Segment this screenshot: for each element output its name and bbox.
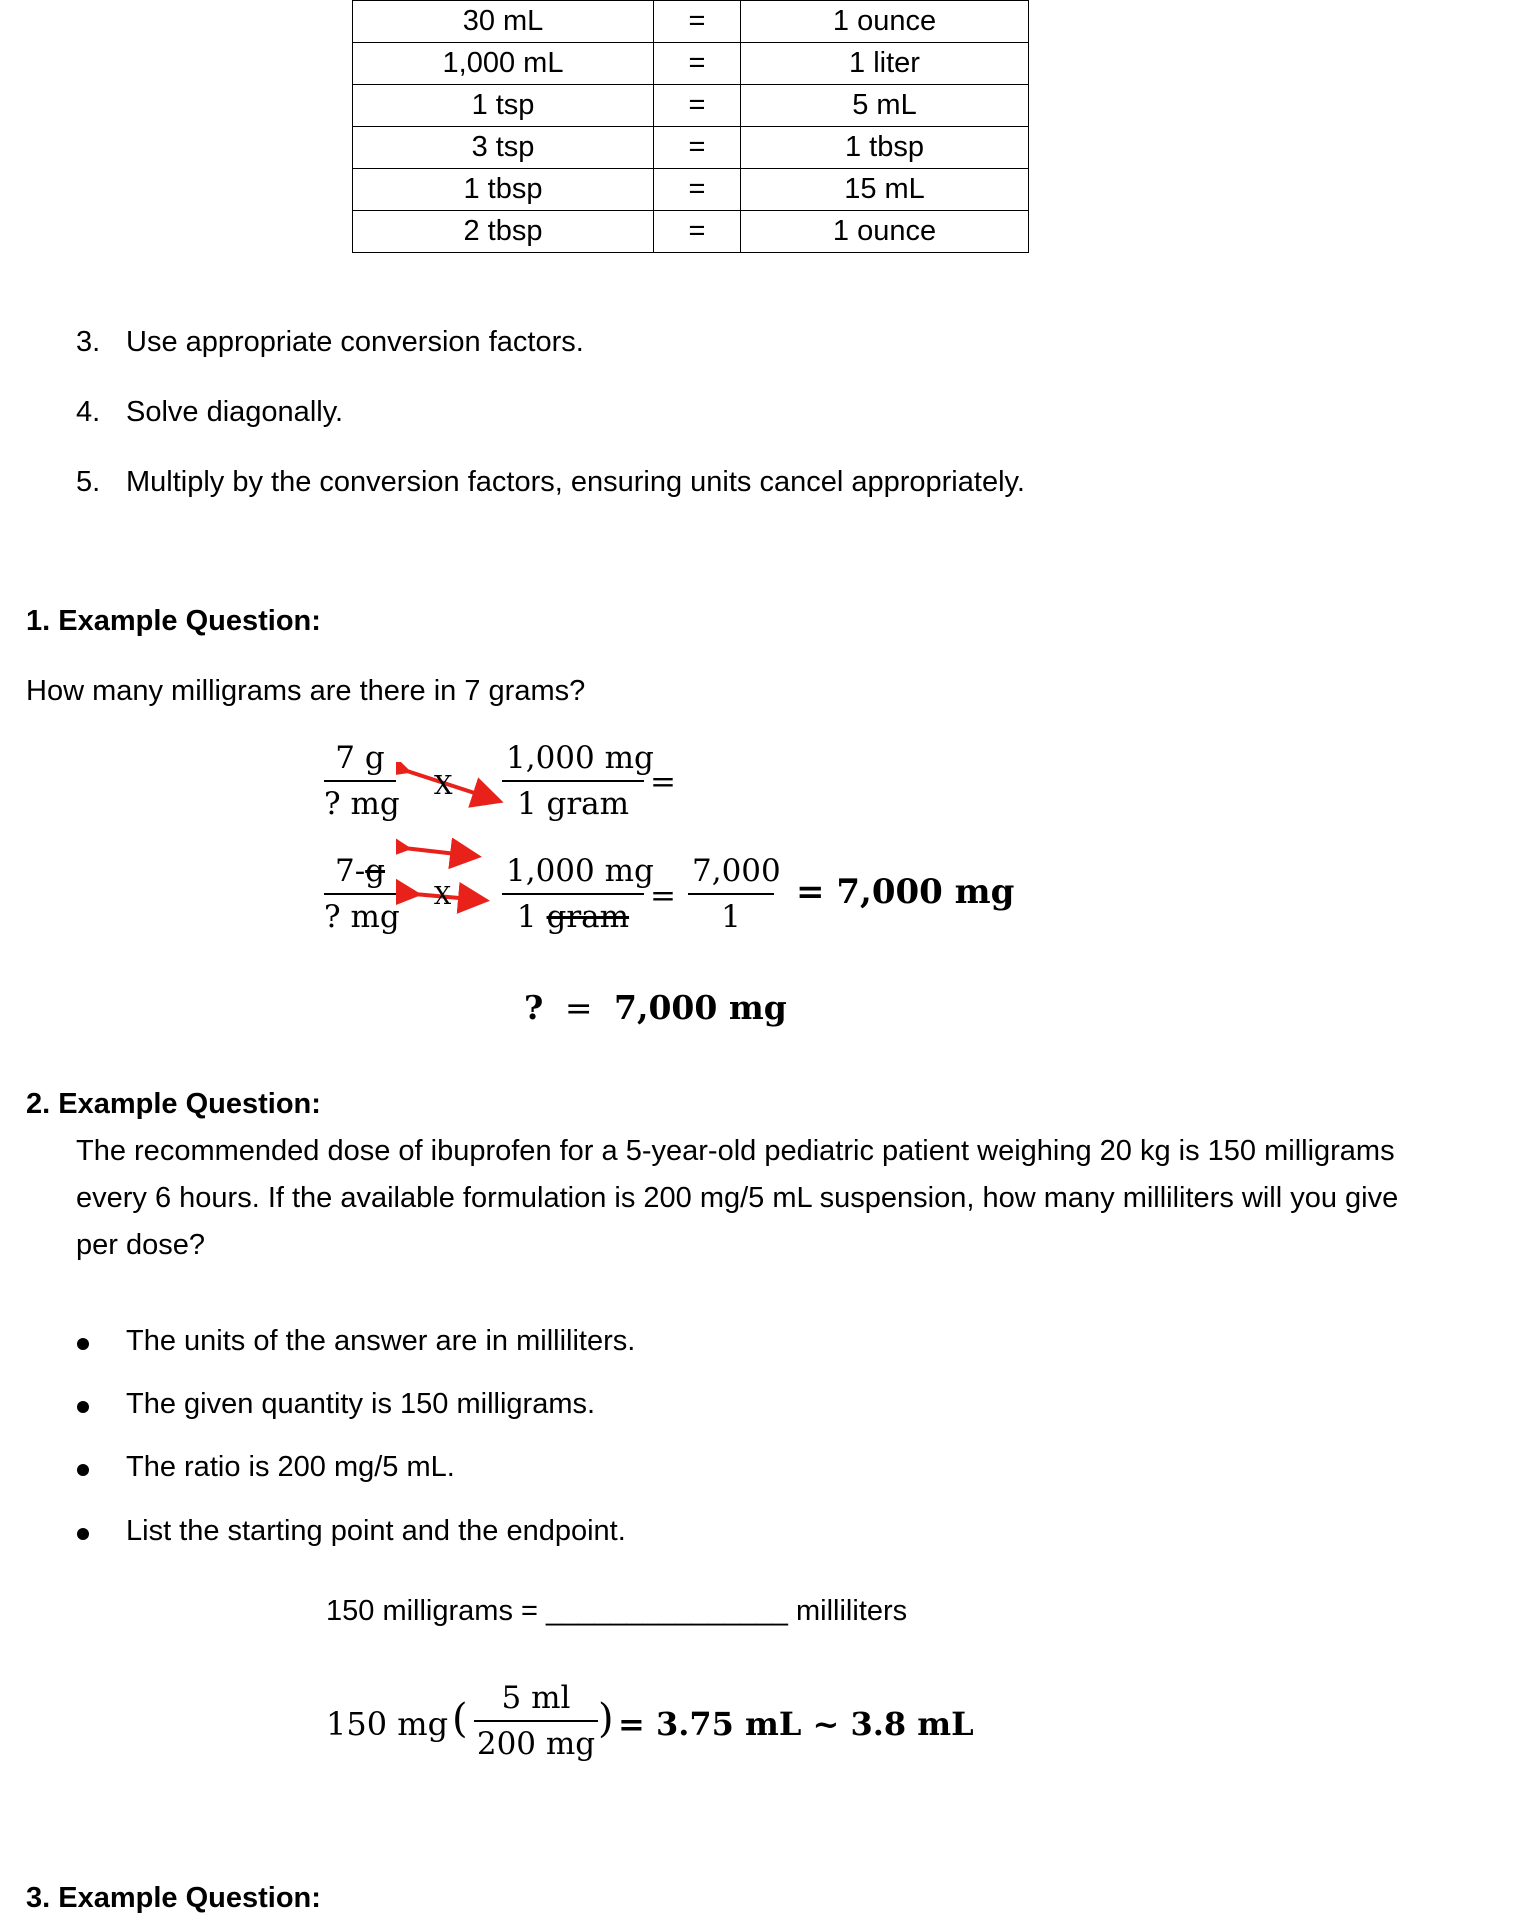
- fraction-given: $\frac{7 g}{? mg}$: [324, 740, 400, 822]
- example-3-heading: 3. Example Question:: [26, 1882, 321, 1914]
- red-arrow: [404, 848, 474, 856]
- bullet-icon: [77, 1464, 89, 1476]
- conversion-row: [353, 43, 1029, 85]
- bullet-text: The ratio is 200 mg/5 mL.: [126, 1451, 455, 1483]
- calc-result: = 3.75 mL ~ 3.8 mL: [618, 1705, 974, 1743]
- step-text: Solve diagonally.: [126, 396, 344, 428]
- to-unit-cell: 5 mL: [741, 85, 1029, 127]
- bullet-text: The given quantity is 150 milligrams.: [126, 1388, 596, 1420]
- step-number: 5.: [76, 466, 101, 498]
- example-2-paragraph-line: per dose?: [76, 1229, 205, 1261]
- calc-given: 150 mg: [326, 1705, 449, 1743]
- step-text: Use appropriate conversion factors.: [126, 326, 584, 358]
- from-unit-cell: 1 tsp: [353, 85, 654, 127]
- from-unit-cell: 1 tbsp: [353, 169, 654, 211]
- cross-mark: X: [434, 882, 452, 910]
- bullet-icon: [77, 1528, 89, 1540]
- example-1-heading: 1. Example Question:: [26, 605, 321, 637]
- example-1-question: How many milligrams are there in 7 grams?: [26, 675, 586, 707]
- step-number: 4.: [76, 396, 101, 428]
- to-unit-cell: 1 ounce: [741, 211, 1029, 253]
- conversion-row: [353, 85, 1029, 127]
- equals-cell: =: [654, 1, 741, 43]
- calc-close-paren: ): [598, 1696, 614, 1742]
- example-2-paragraph-line: every 6 hours. If the available formulation is 200 mg/5 mL suspension, how many milliliters will you give: [76, 1182, 1399, 1214]
- to-unit-cell: 1 liter: [741, 43, 1029, 85]
- from-unit-cell: 30 mL: [353, 1, 654, 43]
- from-unit-cell: 2 tbsp: [353, 211, 654, 253]
- conversion-row: [353, 211, 1029, 253]
- equals-sign: =: [650, 764, 676, 800]
- equals-sign: =: [650, 878, 676, 914]
- example-2-paragraph-line: The recommended dose of ibuprofen for a 5-year-old pediatric patient weighing 20 kg is 150 milligrams: [76, 1135, 1395, 1167]
- example-2-heading: 2. Example Question:: [26, 1088, 321, 1120]
- fraction-given-cancelled: $\frac{7-g}{? mg}$: [324, 853, 400, 935]
- to-unit-cell: 1 ounce: [741, 1, 1029, 43]
- bullet-text: List the starting point and the endpoint.: [126, 1515, 626, 1547]
- calc-open-paren: (: [452, 1696, 468, 1742]
- fraction-conversion-factor: 1,000 mg 1 gram: [502, 740, 644, 822]
- step-text: Multiply by the conversion factors, ensuring units cancel appropriately.: [126, 466, 1025, 498]
- equals-cell: =: [654, 43, 741, 85]
- from-unit-cell: 1,000 mL: [353, 43, 654, 85]
- step-number: 3.: [76, 326, 101, 358]
- conversion-row: [353, 127, 1029, 169]
- conversion-row: [353, 169, 1029, 211]
- example-1-answer: ? = 7,000 mg: [524, 988, 787, 1027]
- fraction-result: $\frac{7,000}{1}$: [688, 853, 774, 935]
- equals-cell: =: [654, 127, 741, 169]
- equals-cell: =: [654, 211, 741, 253]
- bullet-text: The units of the answer are in milliliters.: [126, 1325, 636, 1357]
- from-unit-cell: 3 tsp: [353, 127, 654, 169]
- equals-cell: =: [654, 169, 741, 211]
- cross-multiply-arrows: [396, 762, 504, 808]
- conversion-blank-line: 150 milligrams = _______________ milliliters: [326, 1595, 908, 1627]
- conversion-row: [353, 1, 1029, 43]
- cross-mark: X: [434, 771, 453, 801]
- fraction-conversion-cancelled: 1,000 mg 1 gram: [502, 853, 644, 935]
- to-unit-cell: 1 tbsp: [741, 127, 1029, 169]
- calc-fraction: $\frac{5 ml}{200 mg}$: [474, 1680, 598, 1762]
- conversion-table: [352, 0, 1029, 253]
- cross-multiply-arrows: [396, 838, 504, 914]
- result-value: = 7,000 mg: [796, 872, 1015, 912]
- to-unit-cell: 15 mL: [741, 169, 1029, 211]
- bullet-icon: [77, 1401, 89, 1413]
- bullet-icon: [77, 1338, 89, 1350]
- equals-cell: =: [654, 85, 741, 127]
